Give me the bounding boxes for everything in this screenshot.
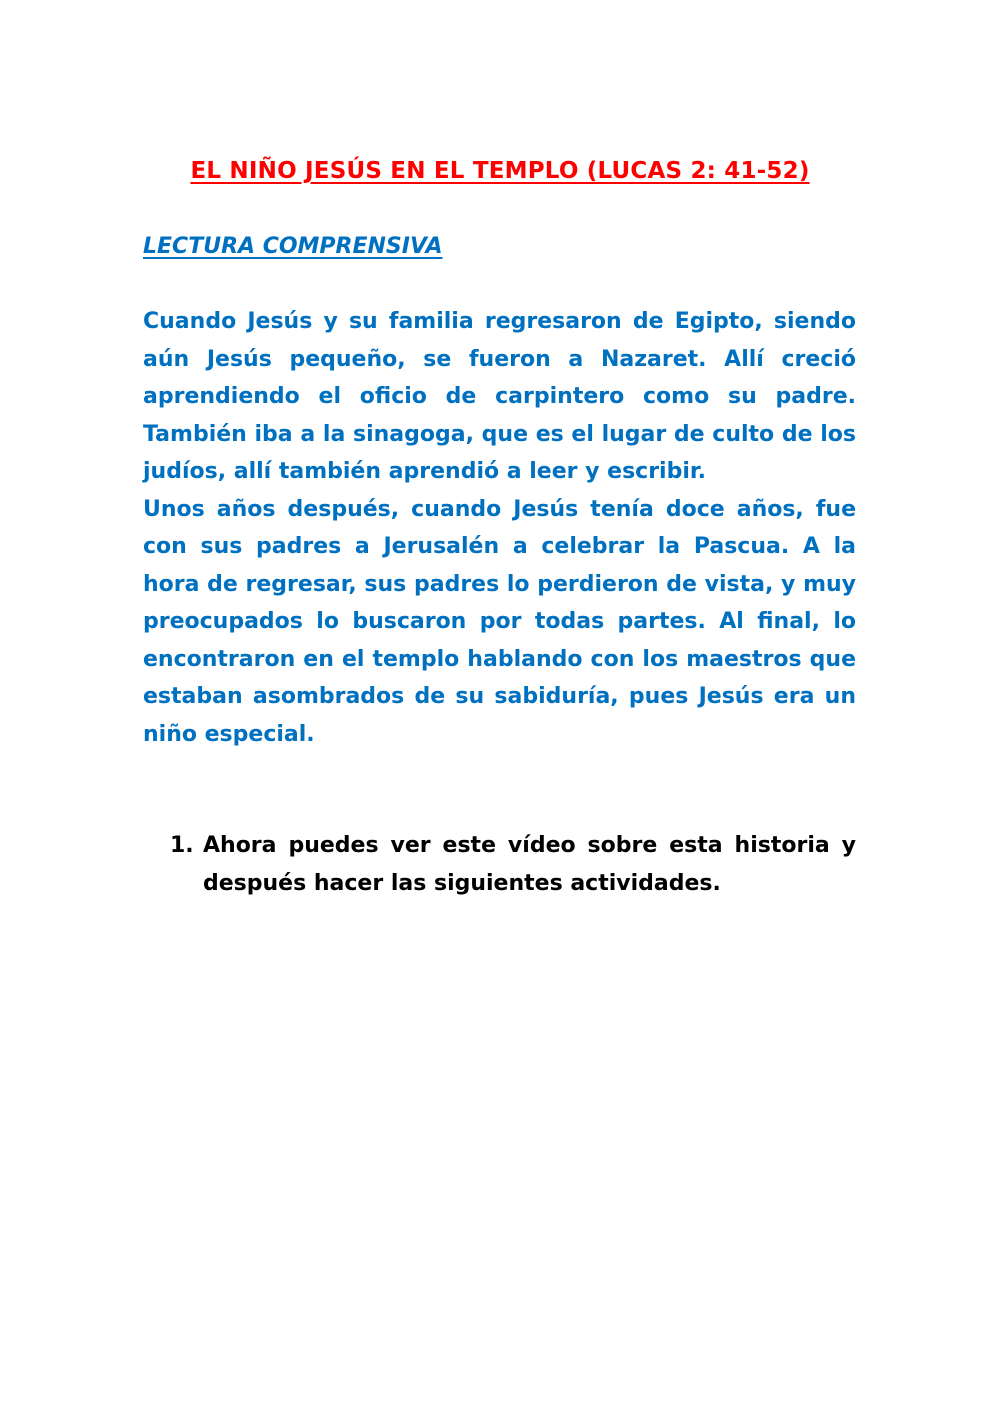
activity-number: 1. xyxy=(170,833,194,858)
activity-item xyxy=(170,827,856,903)
reading-paragraph: Cuando Jesús y su familia regresaron de Egipto, siendo aún Jesús pequeño, se fueron a Nazaret. Allí creció aprendiendo el oficio de carpintero como su padre. También iba a la sinagoga, que es el lugar de culto de los judíos, allí también aprendió a leer y escribir. xyxy=(143,309,856,484)
section-heading: LECTURA COMPRENSIVA xyxy=(143,234,443,259)
activity-text: Ahora puedes ver este vídeo sobre esta historia y después hacer las siguientes actividades. xyxy=(203,833,856,896)
reading-text xyxy=(143,303,856,753)
page-title: EL NIÑO JESÚS EN EL TEMPLO (LUCAS 2: 41-52) xyxy=(190,158,810,184)
activity-list xyxy=(170,827,856,903)
reading-paragraph: Unos años después, cuando Jesús tenía doce años, fue con sus padres a Jerusalén a celebrar la Pascua. A la hora de regresar, sus padres lo perdieron de vista, y muy preocupados lo buscaron por todas partes. Al final, lo encontraron en el templo hablando con los maestros que estaban asombrados de su sabiduría, pues Jesús era un niño especial. xyxy=(143,496,856,747)
